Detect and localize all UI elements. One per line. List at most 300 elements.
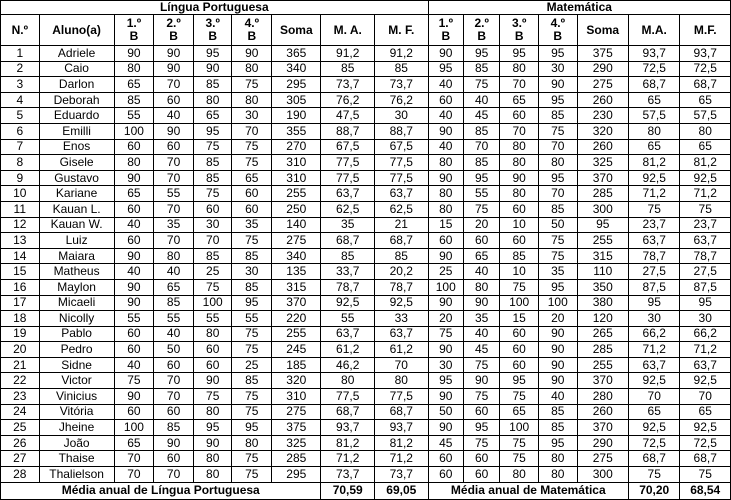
cell-pt-mf: 88,7 [375, 123, 429, 139]
cell-math-sum: 350 [577, 279, 628, 295]
cell-pt-ma: 92,5 [321, 295, 375, 311]
table-row [1, 46, 731, 62]
cell-math-b2: 75 [463, 357, 499, 373]
cell-math-ma: 66,2 [628, 326, 679, 342]
cell-pt-b3: 80 [193, 404, 232, 420]
cell-pt-b4: 75 [232, 467, 272, 483]
cell-math-mf: 30 [680, 311, 731, 327]
cell-pt-sum: 305 [272, 92, 321, 108]
table-row [1, 326, 731, 342]
cell-pt-ma: 81,2 [321, 435, 375, 451]
footer-row [1, 482, 731, 499]
cell-math-b1: 40 [428, 77, 463, 93]
cell-math-mf: 72,5 [680, 435, 731, 451]
cell-pt-b3: 75 [193, 139, 232, 155]
cell-math-mf: 87,5 [680, 279, 731, 295]
cell-student: Deborah [39, 92, 114, 108]
cell-math-b3: 65 [500, 92, 539, 108]
cell-math-mf: 71,2 [680, 186, 731, 202]
cell-pt-b4: 85 [232, 373, 272, 389]
cell-math-b3: 100 [500, 295, 539, 311]
cell-pt-b4: 95 [232, 295, 272, 311]
cell-math-ma: 75 [628, 201, 679, 217]
cell-num: 13 [1, 233, 40, 249]
cell-pt-b3: 95 [193, 46, 232, 62]
cell-pt-b1: 90 [114, 170, 154, 186]
cell-pt-sum: 320 [272, 373, 321, 389]
cell-pt-mf: 70 [375, 357, 429, 373]
cell-student: Maylon [39, 279, 114, 295]
cell-math-b4: 90 [538, 326, 577, 342]
cell-math-mf: 81,2 [680, 155, 731, 171]
table-row [1, 92, 731, 108]
cell-math-sum: 260 [577, 404, 628, 420]
cell-pt-b4: 80 [232, 92, 272, 108]
section-title-row [1, 1, 731, 15]
cell-pt-b3: 85 [193, 155, 232, 171]
cell-pt-sum: 140 [272, 217, 321, 233]
cell-pt-b2: 40 [154, 326, 194, 342]
cell-pt-ma: 35 [321, 217, 375, 233]
cell-math-sum: 95 [577, 217, 628, 233]
cell-pt-sum: 340 [272, 61, 321, 77]
cell-pt-b4: 75 [232, 451, 272, 467]
cell-pt-b1: 70 [114, 451, 154, 467]
cell-pt-sum: 190 [272, 108, 321, 124]
cell-pt-b1: 40 [114, 217, 154, 233]
cell-math-b1: 95 [428, 373, 463, 389]
cell-pt-b3: 80 [193, 92, 232, 108]
header-math-b4: 4.º B [538, 15, 577, 46]
cell-pt-b2: 70 [154, 170, 194, 186]
cell-math-sum: 285 [577, 186, 628, 202]
cell-pt-b4: 60 [232, 186, 272, 202]
cell-math-b3: 10 [500, 264, 539, 280]
cell-pt-mf: 21 [375, 217, 429, 233]
cell-math-ma: 68,7 [628, 451, 679, 467]
cell-pt-ma: 71,2 [321, 451, 375, 467]
table-row [1, 373, 731, 389]
cell-pt-ma: 78,7 [321, 279, 375, 295]
cell-pt-b1: 90 [114, 248, 154, 264]
cell-pt-b4: 35 [232, 217, 272, 233]
cell-math-ma: 87,5 [628, 279, 679, 295]
cell-math-b3: 75 [500, 279, 539, 295]
cell-num: 25 [1, 420, 40, 436]
cell-student: Victor [39, 373, 114, 389]
cell-pt-b3: 80 [193, 467, 232, 483]
cell-pt-b4: 55 [232, 311, 272, 327]
cell-num: 14 [1, 248, 40, 264]
cell-pt-b3: 55 [193, 311, 232, 327]
cell-math-mf: 71,2 [680, 342, 731, 358]
cell-pt-b1: 85 [114, 92, 154, 108]
cell-math-sum: 275 [577, 451, 628, 467]
cell-student: Sidne [39, 357, 114, 373]
cell-math-b2: 75 [463, 389, 499, 405]
cell-math-sum: 290 [577, 61, 628, 77]
cell-pt-ma: 77,5 [321, 155, 375, 171]
cell-num: 28 [1, 467, 40, 483]
cell-math-b4: 75 [538, 233, 577, 249]
cell-pt-sum: 255 [272, 326, 321, 342]
cell-math-ma: 95 [628, 295, 679, 311]
section-title-math: Matemática [428, 1, 730, 15]
cell-math-b3: 60 [500, 108, 539, 124]
cell-math-sum: 110 [577, 264, 628, 280]
table-row [1, 186, 731, 202]
cell-pt-b4: 85 [232, 279, 272, 295]
cell-pt-b4: 75 [232, 139, 272, 155]
cell-math-b1: 80 [428, 155, 463, 171]
cell-pt-ma: 68,7 [321, 404, 375, 420]
cell-pt-ma: 33,7 [321, 264, 375, 280]
cell-math-b1: 95 [428, 61, 463, 77]
cell-pt-b1: 60 [114, 201, 154, 217]
cell-pt-b4: 95 [232, 420, 272, 436]
cell-math-sum: 120 [577, 311, 628, 327]
cell-pt-mf: 77,5 [375, 155, 429, 171]
cell-math-b3: 80 [500, 61, 539, 77]
cell-pt-ma: 63,7 [321, 186, 375, 202]
cell-math-b1: 60 [428, 233, 463, 249]
cell-student: Maiara [39, 248, 114, 264]
table-row [1, 139, 731, 155]
cell-math-mf: 72,5 [680, 61, 731, 77]
cell-pt-b2: 85 [154, 295, 194, 311]
cell-pt-b1: 90 [114, 46, 154, 62]
cell-math-b3: 60 [500, 342, 539, 358]
cell-student: Pedro [39, 342, 114, 358]
cell-math-b3: 95 [500, 373, 539, 389]
cell-math-sum: 290 [577, 435, 628, 451]
cell-num: 1 [1, 46, 40, 62]
cell-pt-b4: 60 [232, 201, 272, 217]
cell-student: Thaise [39, 451, 114, 467]
cell-math-b3: 80 [500, 155, 539, 171]
cell-math-mf: 70 [680, 389, 731, 405]
cell-math-b4: 75 [538, 248, 577, 264]
cell-pt-sum: 275 [272, 233, 321, 249]
cell-pt-b3: 80 [193, 326, 232, 342]
cell-pt-mf: 61,2 [375, 342, 429, 358]
cell-pt-mf: 73,7 [375, 77, 429, 93]
cell-math-ma: 65 [628, 139, 679, 155]
cell-math-b2: 85 [463, 61, 499, 77]
cell-math-mf: 95 [680, 295, 731, 311]
cell-pt-sum: 185 [272, 357, 321, 373]
cell-pt-ma: 76,2 [321, 92, 375, 108]
cell-math-b4: 40 [538, 389, 577, 405]
table-row [1, 264, 731, 280]
cell-pt-b1: 80 [114, 61, 154, 77]
cell-pt-b2: 60 [154, 404, 194, 420]
cell-pt-b3: 65 [193, 108, 232, 124]
cell-pt-b2: 35 [154, 217, 194, 233]
cell-pt-b2: 65 [154, 279, 194, 295]
cell-num: 12 [1, 217, 40, 233]
cell-num: 15 [1, 264, 40, 280]
cell-pt-mf: 93,7 [375, 420, 429, 436]
cell-pt-ma: 63,7 [321, 326, 375, 342]
header-math-b2: 2.º B [463, 15, 499, 46]
cell-pt-b4: 75 [232, 326, 272, 342]
cell-math-sum: 260 [577, 139, 628, 155]
cell-math-b3: 80 [500, 139, 539, 155]
footer-math-ma: 70,20 [628, 482, 679, 499]
cell-pt-mf: 85 [375, 61, 429, 77]
cell-math-ma: 92,5 [628, 373, 679, 389]
cell-math-b1: 90 [428, 248, 463, 264]
cell-num: 8 [1, 155, 40, 171]
cell-math-b1: 30 [428, 357, 463, 373]
cell-num: 20 [1, 342, 40, 358]
cell-math-b3: 95 [500, 46, 539, 62]
table-row [1, 420, 731, 436]
cell-pt-b3: 75 [193, 389, 232, 405]
cell-math-b2: 90 [463, 373, 499, 389]
cell-pt-b3: 85 [193, 248, 232, 264]
cell-pt-b3: 95 [193, 420, 232, 436]
cell-math-ma: 75 [628, 467, 679, 483]
cell-pt-b1: 55 [114, 108, 154, 124]
cell-math-b4: 35 [538, 264, 577, 280]
cell-pt-b1: 40 [114, 264, 154, 280]
table-row [1, 342, 731, 358]
cell-pt-sum: 355 [272, 123, 321, 139]
cell-pt-b4: 75 [232, 404, 272, 420]
cell-math-ma: 71,2 [628, 186, 679, 202]
cell-math-b4: 95 [538, 435, 577, 451]
cell-pt-b1: 65 [114, 186, 154, 202]
cell-pt-mf: 68,7 [375, 233, 429, 249]
cell-math-b3: 100 [500, 420, 539, 436]
cell-math-b1: 90 [428, 123, 463, 139]
cell-pt-b4: 25 [232, 357, 272, 373]
cell-pt-ma: 62,5 [321, 201, 375, 217]
cell-pt-b4: 30 [232, 264, 272, 280]
cell-num: 17 [1, 295, 40, 311]
cell-num: 18 [1, 311, 40, 327]
table-row [1, 77, 731, 93]
cell-math-b2: 60 [463, 233, 499, 249]
header-math-mf: M.F. [680, 15, 731, 46]
cell-math-ma: 92,5 [628, 170, 679, 186]
cell-math-mf: 68,7 [680, 451, 731, 467]
cell-math-ma: 72,5 [628, 435, 679, 451]
cell-pt-b3: 100 [193, 295, 232, 311]
cell-pt-sum: 370 [272, 295, 321, 311]
cell-math-sum: 325 [577, 155, 628, 171]
cell-math-b2: 40 [463, 264, 499, 280]
cell-math-b1: 15 [428, 217, 463, 233]
table-row [1, 451, 731, 467]
cell-pt-b1: 100 [114, 420, 154, 436]
cell-student: Caio [39, 61, 114, 77]
footer-pt-ma: 70,59 [321, 482, 375, 499]
cell-pt-b2: 90 [154, 435, 194, 451]
cell-student: Eduardo [39, 108, 114, 124]
cell-num: 27 [1, 451, 40, 467]
header-math-b3: 3.º B [500, 15, 539, 46]
cell-student: João [39, 435, 114, 451]
cell-pt-sum: 285 [272, 451, 321, 467]
cell-math-b2: 75 [463, 201, 499, 217]
cell-math-b1: 45 [428, 435, 463, 451]
cell-math-b2: 20 [463, 217, 499, 233]
cell-pt-sum: 325 [272, 435, 321, 451]
cell-student: Vitória [39, 404, 114, 420]
cell-math-b1: 80 [428, 186, 463, 202]
cell-math-b3: 15 [500, 311, 539, 327]
cell-pt-b4: 80 [232, 435, 272, 451]
cell-pt-ma: 55 [321, 311, 375, 327]
cell-pt-b4: 75 [232, 77, 272, 93]
cell-math-b4: 90 [538, 373, 577, 389]
table-row [1, 311, 731, 327]
cell-pt-sum: 310 [272, 170, 321, 186]
cell-math-b4: 20 [538, 311, 577, 327]
header-pt-b4: 4.º B [232, 15, 272, 46]
cell-pt-b2: 70 [154, 155, 194, 171]
cell-math-ma: 65 [628, 92, 679, 108]
cell-pt-sum: 220 [272, 311, 321, 327]
cell-pt-ma: 77,5 [321, 389, 375, 405]
cell-math-b2: 40 [463, 326, 499, 342]
table-row [1, 61, 731, 77]
cell-pt-b1: 40 [114, 357, 154, 373]
cell-student: Micaeli [39, 295, 114, 311]
section-title-portuguese: Língua Portuguesa [1, 1, 429, 15]
cell-pt-b1: 60 [114, 326, 154, 342]
cell-math-ma: 27,5 [628, 264, 679, 280]
cell-math-b2: 60 [463, 467, 499, 483]
cell-pt-sum: 310 [272, 389, 321, 405]
cell-math-b1: 60 [428, 467, 463, 483]
cell-math-b3: 80 [500, 186, 539, 202]
header-pt-b1: 1.º B [114, 15, 154, 46]
cell-pt-mf: 33 [375, 311, 429, 327]
cell-pt-mf: 68,7 [375, 404, 429, 420]
cell-math-ma: 71,2 [628, 342, 679, 358]
table-row [1, 108, 731, 124]
cell-pt-ma: 47,5 [321, 108, 375, 124]
cell-math-b2: 80 [463, 279, 499, 295]
cell-math-b4: 75 [538, 123, 577, 139]
cell-math-sum: 320 [577, 123, 628, 139]
cell-pt-b1: 90 [114, 279, 154, 295]
cell-pt-b3: 85 [193, 170, 232, 186]
cell-pt-sum: 250 [272, 201, 321, 217]
cell-pt-sum: 375 [272, 420, 321, 436]
cell-pt-mf: 63,7 [375, 186, 429, 202]
cell-pt-ma: 85 [321, 61, 375, 77]
cell-math-b1: 60 [428, 451, 463, 467]
cell-pt-sum: 295 [272, 467, 321, 483]
cell-pt-b4: 75 [232, 155, 272, 171]
table-row [1, 279, 731, 295]
cell-math-sum: 230 [577, 108, 628, 124]
cell-pt-b3: 60 [193, 357, 232, 373]
cell-math-b4: 90 [538, 357, 577, 373]
cell-pt-ma: 73,7 [321, 77, 375, 93]
cell-math-b1: 40 [428, 108, 463, 124]
cell-num: 24 [1, 404, 40, 420]
cell-math-ma: 30 [628, 311, 679, 327]
cell-pt-b2: 60 [154, 139, 194, 155]
cell-math-mf: 80 [680, 123, 731, 139]
cell-pt-ma: 73,7 [321, 467, 375, 483]
cell-pt-b2: 60 [154, 92, 194, 108]
cell-pt-b2: 70 [154, 389, 194, 405]
cell-pt-sum: 270 [272, 139, 321, 155]
cell-pt-mf: 76,2 [375, 92, 429, 108]
cell-student: Emilli [39, 123, 114, 139]
cell-pt-b3: 30 [193, 217, 232, 233]
cell-pt-b1: 60 [114, 139, 154, 155]
cell-student: Vinicius [39, 389, 114, 405]
header-pt-mf: M. F. [375, 15, 429, 46]
cell-math-b3: 60 [500, 233, 539, 249]
cell-pt-b1: 90 [114, 295, 154, 311]
cell-pt-b3: 95 [193, 123, 232, 139]
cell-math-b4: 95 [538, 46, 577, 62]
cell-math-sum: 370 [577, 170, 628, 186]
cell-pt-b4: 30 [232, 108, 272, 124]
cell-math-b4: 100 [538, 295, 577, 311]
cell-num: 22 [1, 373, 40, 389]
cell-pt-b4: 85 [232, 248, 272, 264]
cell-pt-mf: 63,7 [375, 326, 429, 342]
cell-math-sum: 315 [577, 248, 628, 264]
cell-math-b4: 85 [538, 404, 577, 420]
cell-math-b4: 30 [538, 61, 577, 77]
cell-pt-mf: 73,7 [375, 467, 429, 483]
cell-pt-mf: 91,2 [375, 46, 429, 62]
cell-math-b2: 70 [463, 139, 499, 155]
footer-math-mf: 68,54 [680, 482, 731, 499]
cell-pt-b2: 80 [154, 248, 194, 264]
cell-pt-b2: 70 [154, 467, 194, 483]
cell-math-ma: 68,7 [628, 77, 679, 93]
cell-pt-b1: 90 [114, 389, 154, 405]
cell-math-b2: 60 [463, 451, 499, 467]
cell-pt-mf: 85 [375, 248, 429, 264]
cell-pt-b3: 90 [193, 435, 232, 451]
cell-math-b3: 70 [500, 77, 539, 93]
cell-math-mf: 63,7 [680, 233, 731, 249]
cell-math-b2: 65 [463, 248, 499, 264]
cell-math-sum: 285 [577, 342, 628, 358]
cell-math-mf: 92,5 [680, 420, 731, 436]
cell-num: 6 [1, 123, 40, 139]
cell-pt-mf: 78,7 [375, 279, 429, 295]
table-row [1, 404, 731, 420]
cell-student: Gustavo [39, 170, 114, 186]
header-math-sum: Soma [577, 15, 628, 46]
cell-pt-b3: 90 [193, 373, 232, 389]
cell-math-b1: 40 [428, 139, 463, 155]
cell-math-sum: 380 [577, 295, 628, 311]
cell-pt-mf: 62,5 [375, 201, 429, 217]
cell-math-b1: 60 [428, 92, 463, 108]
cell-math-ma: 63,7 [628, 233, 679, 249]
cell-math-ma: 72,5 [628, 61, 679, 77]
cell-pt-mf: 20,2 [375, 264, 429, 280]
table-row [1, 435, 731, 451]
cell-math-b2: 60 [463, 404, 499, 420]
cell-num: 2 [1, 61, 40, 77]
